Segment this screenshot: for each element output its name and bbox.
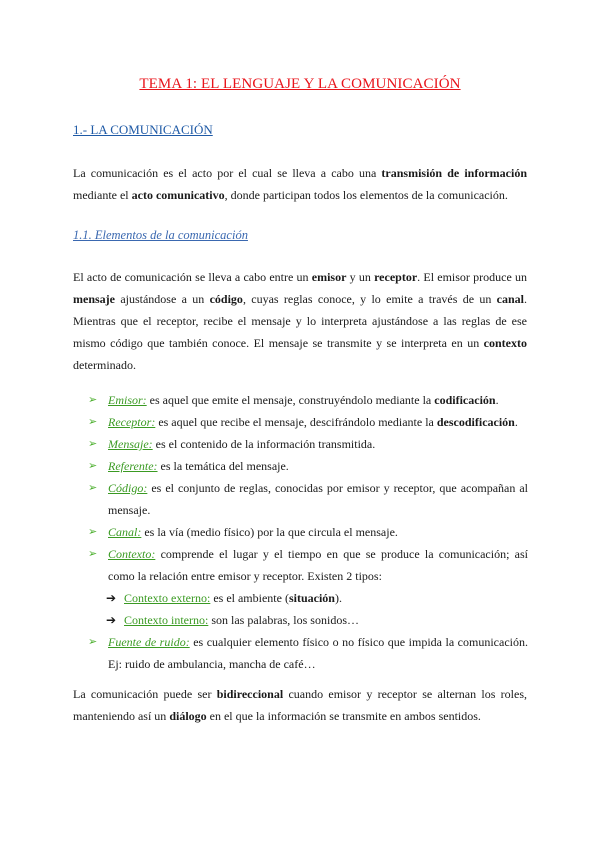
list-item: ➢ Receptor: es aquel que recibe el mensaje, descifrándolo mediante la descodificación. <box>88 411 528 433</box>
list-item: ➢ Contexto: comprende el lugar y el tiempo en que se produce la comunicación; así como la relación entre emisor y receptor. Existen 2 tipos: <box>88 543 528 587</box>
arrow-right-icon: ➢ <box>88 482 98 494</box>
arrow-right-icon: ➢ <box>88 526 98 538</box>
sub-list-item: ➔ Contexto externo: es el ambiente (situación). <box>88 587 528 609</box>
arrow-icon: ➔ <box>106 591 117 605</box>
arrow-right-icon: ➢ <box>88 416 98 428</box>
arrow-right-icon: ➢ <box>88 438 98 450</box>
list-item: ➢ Referente: es la temática del mensaje. <box>88 455 528 477</box>
arrow-right-icon: ➢ <box>88 548 98 560</box>
list-item: ➢ Emisor: es aquel que emite el mensaje, construyéndolo mediante la codificación. <box>88 389 528 411</box>
list-item: ➢ Código: es el conjunto de reglas, conocidas por emisor y receptor, que acompañan al mensaje. <box>88 477 528 521</box>
arrow-right-icon: ➢ <box>88 460 98 472</box>
page-title: TEMA 1: EL LENGUAJE Y LA COMUNICACIÓN <box>139 76 461 92</box>
intro-paragraph: La comunicación es el acto por el cual se lleva a cabo una transmisión de información mediante el acto comunicativo, donde participan todos los elementos de la comunicación. <box>73 166 527 202</box>
list-item: ➢ Canal: es la vía (medio físico) por la que circula el mensaje. <box>88 521 528 543</box>
section-heading: 1.- LA COMUNICACIÓN <box>73 122 213 137</box>
subsection-heading: 1.1. Elementos de la comunicación <box>73 228 248 242</box>
arrow-icon: ➔ <box>106 613 117 627</box>
elements-list <box>88 389 528 675</box>
arrow-right-icon: ➢ <box>88 636 98 648</box>
closing-paragraph: La comunicación puede ser bidireccional cuando emisor y receptor se alternan los roles, manteniendo así un diálogo en el que la información se transmite en ambos sentidos. <box>73 687 528 723</box>
list-item: ➢ Mensaje: es el contenido de la información transmitida. <box>88 433 528 455</box>
list-item: ➢ Fuente de ruido: es cualquier elemento físico o no físico que impida la comunicación. Ej: ruido de ambulancia, mancha de café… <box>88 631 528 675</box>
elements-paragraph: El acto de comunicación se lleva a cabo entre un emisor y un receptor. El emisor produce un mensaje ajustándose a un código, cuyas reglas conoce, y lo emite a través de un canal. Mientras que el receptor, recibe el mensaje y lo interpreta ajustándose a las reglas de ese mismo código que también conoce. El mensaje se transmite y se interpreta en un contexto determinado. <box>73 270 528 372</box>
sub-list-item: ➔ Contexto interno: son las palabras, los sonidos… <box>88 609 528 631</box>
arrow-right-icon: ➢ <box>88 394 98 406</box>
